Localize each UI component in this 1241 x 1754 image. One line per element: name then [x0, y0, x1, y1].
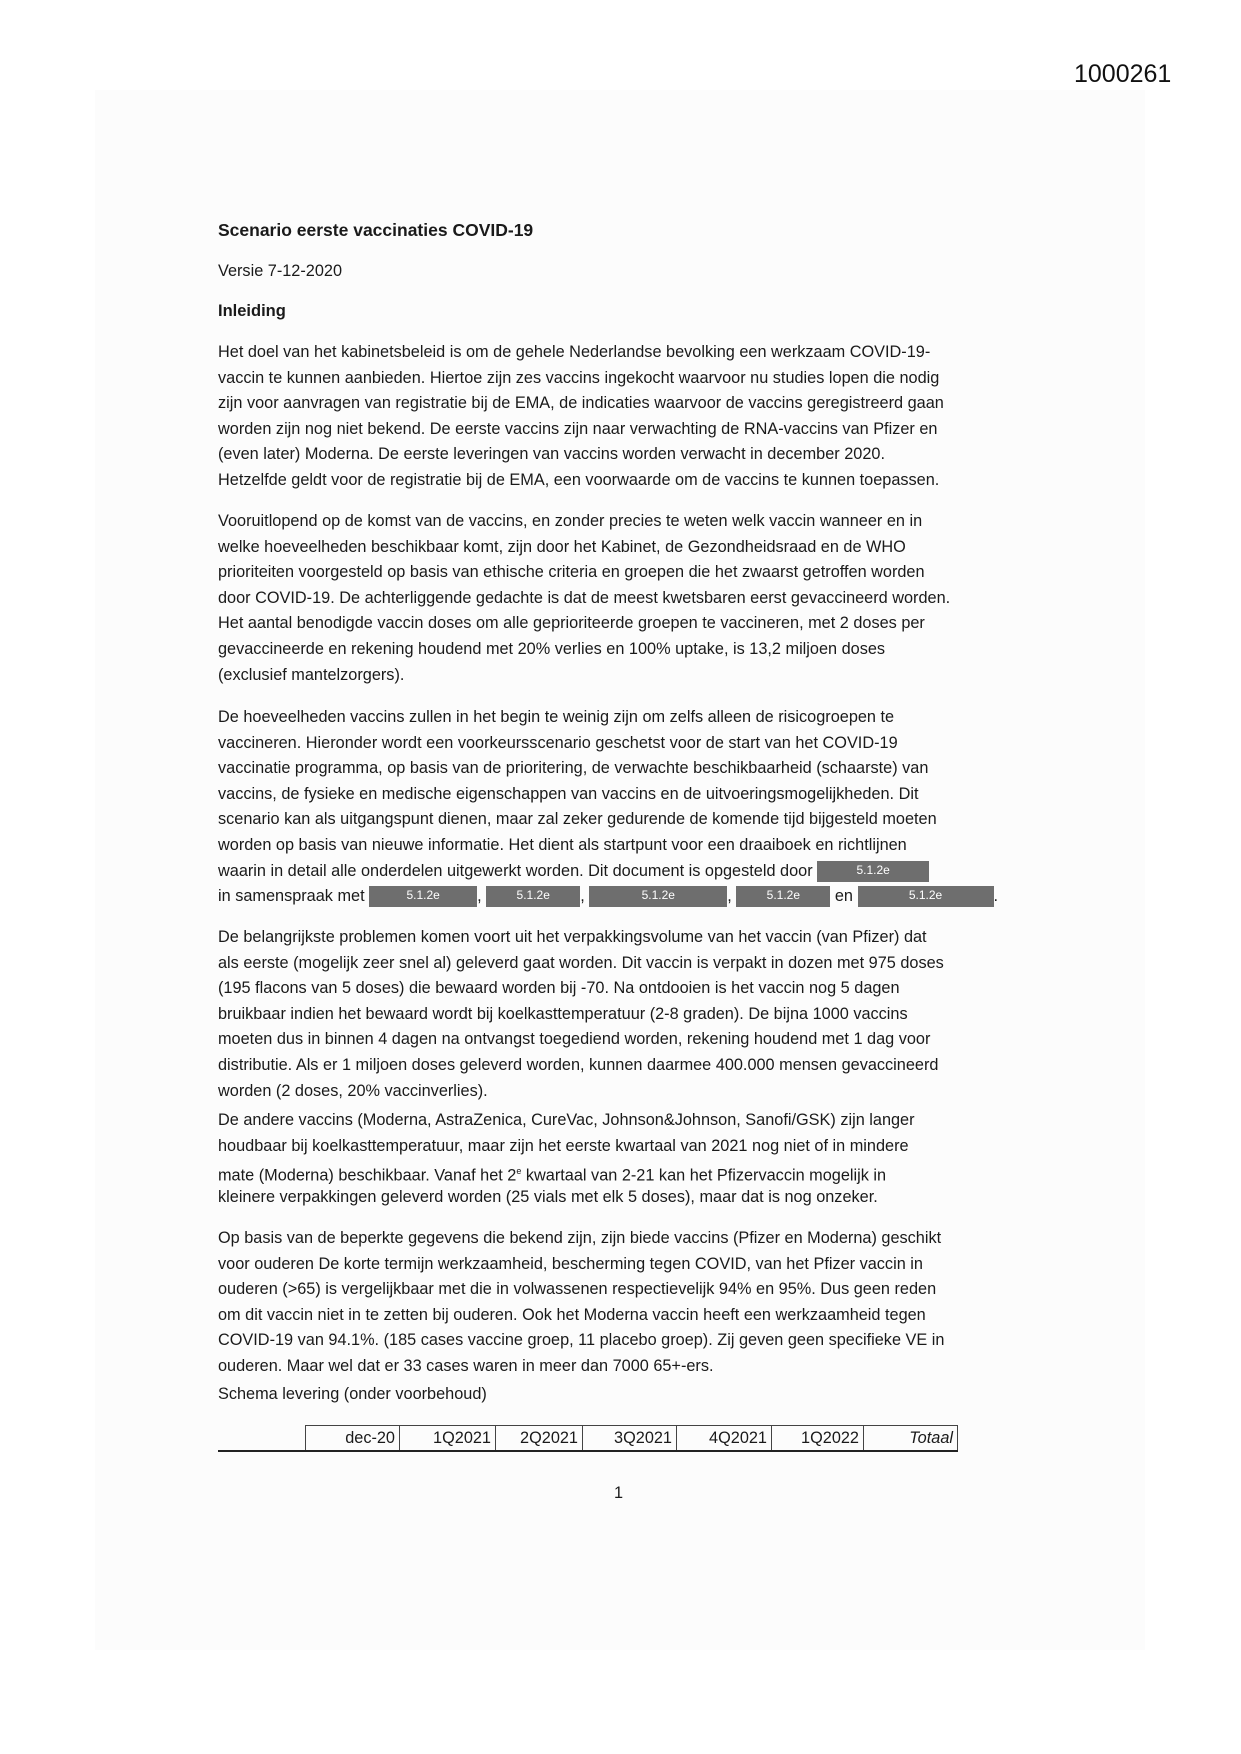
table-header-cell: dec-20: [306, 1426, 400, 1452]
text: in samenspraak met: [218, 887, 365, 906]
text: mate (Moderna) beschikbaar. Vanaf het 2: [218, 1166, 517, 1185]
text-line: moeten dus in binnen 4 dagen na ontvangst toegediend worden, rekening houdend met 1 dag voor: [218, 1030, 931, 1049]
schema-label: Schema levering (onder voorbehoud): [218, 1385, 487, 1403]
text-line: [218, 859, 998, 885]
text-line: door COVID-19. De achterliggende gedachte is dat de meest kwetsbaren eerst gevaccineerd worden.: [218, 588, 951, 607]
text: waarin in detail alle onderdelen uitgewerkt worden. Dit document is opgesteld door: [218, 861, 813, 880]
text: kwartaal van 2-21 kan het Pfizervaccin mogelijk in: [521, 1166, 887, 1185]
comma: ,: [477, 887, 482, 906]
text-line: distributie. Als er 1 miljoen doses geleverd worden, kunnen daarmee 400.000 mensen gevaccineerd: [218, 1055, 939, 1074]
text-line: prioriteiten voorgesteld op basis van ethische criteria en groepen die het zwaarst getroffen worden: [218, 563, 925, 582]
text-line: Hetzelfde geldt voor de registratie bij de EMA, een voorwaarde om de vaccins te kunnen toepassen.: [218, 470, 940, 489]
text-line: (exclusief mantelzorgers).: [218, 665, 405, 684]
text-line: om dit vaccin niet in te zetten bij ouderen. Ook het Moderna vaccin heeft een werkzaamheid tegen: [218, 1305, 926, 1324]
text-line: houdbaar bij koelkasttemperatuur, maar zijn het eerste kwartaal van 2021 nog niet of in mindere: [218, 1136, 909, 1155]
text-line: De belangrijkste problemen komen voort uit het verpakkingsvolume van het vaccin (van Pfizer) dat: [218, 928, 927, 946]
table-header-cell: 1Q2022: [772, 1426, 864, 1452]
text-line: kleinere verpakkingen geleverd worden (25 vials met elk 5 doses), maar dat is nog onzeker.: [218, 1187, 878, 1206]
text-line: [218, 884, 998, 910]
text: en: [834, 887, 853, 906]
paragraph-2: [218, 509, 950, 688]
comma: ,: [727, 887, 732, 906]
superscript: e: [516, 1166, 522, 1177]
redaction-box: 5.1.2e: [858, 886, 994, 907]
text-line: bruikbaar indien het bewaard wordt bij koelkasttemperatuur (2-8 graden). De bijna 1000 vaccins: [218, 1004, 908, 1023]
text-line: (even later) Moderna. De eerste leveringen van vaccins worden verwacht in december 2020.: [218, 445, 885, 464]
table-header-cell: 1Q2021: [400, 1426, 496, 1452]
redaction-box: 5.1.2e: [736, 886, 830, 907]
document-title: Scenario eerste vaccinaties COVID-19: [218, 220, 534, 240]
text-line: ouderen (>65) is vergelijkbaar met die in volwassenen respectievelijk 94% en 95%. Dus geen reden: [218, 1280, 937, 1299]
text-line: Op basis van de beperkte gegevens die bekend zijn, zijn biede vaccins (Pfizer en Moderna) geschikt: [218, 1229, 942, 1247]
text-line: (195 flacons van 5 doses) die bewaard worden bij -70. Na ontdooien is het vaccin nog 5 dagen: [218, 979, 900, 998]
paragraph-3: [218, 705, 998, 910]
text-line: Het aantal benodigde vaccin doses om alle geprioriteerde groepen te vaccineren, met 2 doses per: [218, 614, 925, 633]
text-line: vaccineren. Hieronder wordt een voorkeursscenario geschetst voor de start van het COVID-19: [218, 733, 898, 752]
text-line: gevaccineerde en rekening houdend met 20% verlies en 100% uptake, is 13,2 miljoen doses: [218, 639, 886, 658]
paragraph-4: [218, 925, 944, 1104]
document-id: 1000261: [1074, 60, 1172, 88]
paragraph-1: [218, 340, 944, 494]
redaction-box: 5.1.2e: [817, 861, 929, 882]
text-line: Het doel van het kabinetsbeleid is om de gehele Nederlandse bevolking een werkzaam COVID-19-: [218, 343, 931, 361]
text-line: Vooruitlopend op de komst van de vaccins, en zonder precies te weten welk vaccin wanneer en in: [218, 512, 923, 530]
text-line: vaccinatie programma, op basis van de prioritering, de verwachte beschikbaarheid (schaarste) van: [218, 759, 929, 778]
text-line: vaccins, de fysieke en medische eigenschappen van vaccins en de uitvoeringsmogelijkheden. Dit: [218, 784, 919, 803]
page-number: 1: [614, 1484, 624, 1502]
table-header-cell: 3Q2021: [583, 1426, 677, 1452]
text-line: ouderen. Maar wel dat er 33 cases waren in meer dan 7000 65+-ers.: [218, 1356, 714, 1375]
table-header-row: [218, 1426, 958, 1452]
text-line: COVID-19 van 94.1%. (185 cases vaccine groep, 11 placebo groep). Zij geven geen specifieke VE in: [218, 1331, 945, 1350]
comma: ,: [580, 887, 585, 906]
redaction-box: 5.1.2e: [589, 886, 727, 907]
period: .: [993, 887, 999, 906]
table-header-cell: 4Q2021: [677, 1426, 772, 1452]
redaction-box: 5.1.2e: [486, 886, 580, 907]
text-line: scenario kan als uitgangspunt dienen, maar zal zeker gedurende de komende tijd bijgesteld moeten: [218, 810, 937, 829]
redaction-box: 5.1.2e: [369, 886, 477, 907]
table-header-cell-total: Totaal: [864, 1426, 958, 1452]
text-line: als eerste (mogelijk zeer snel al) geleverd gaat worden. Dit vaccin is verpakt in dozen met 975 doses: [218, 953, 944, 972]
text-line: worden op basis van nieuwe informatie. Het dient als startpunt voor een draaiboek en richtlijnen: [218, 835, 907, 854]
text-line: De hoeveelheden vaccins zullen in het begin te weinig zijn om zelfs alleen de risicogroepen te: [218, 708, 895, 726]
text-line: vaccin te kunnen aanbieden. Hiertoe zijn zes vaccins ingekocht waarvoor nu studies lopen die nodig: [218, 368, 940, 387]
paragraph-6: [218, 1226, 944, 1380]
text-line: voor ouderen De korte termijn werkzaamheid, bescherming tegen COVID, van het Pfizer vaccin in: [218, 1254, 923, 1273]
delivery-schedule-table: [218, 1425, 958, 1452]
text-line: welke hoeveelheden beschikbaar komt, zijn door het Kabinet, de Gezondheidsraad en de WHO: [218, 537, 906, 556]
table-header-cell: 2Q2021: [496, 1426, 583, 1452]
text-line: worden (2 doses, 20% vaccinverlies).: [218, 1081, 488, 1100]
section-heading: Inleiding: [218, 302, 286, 320]
text-line: [218, 1159, 915, 1185]
paragraph-5: [218, 1108, 915, 1210]
text-line: De andere vaccins (Moderna, AstraZenica, CureVac, Johnson&Johnson, Sanofi/GSK) zijn langer: [218, 1111, 915, 1129]
text-line: worden zijn nog niet bekend. De eerste vaccins zijn naar verwachting de RNA-vaccins van Pfizer en: [218, 419, 938, 438]
table-cell-blank: [218, 1426, 306, 1452]
text-line: zijn voor aanvragen van registratie bij de EMA, de indicaties waarvoor de vaccins geregistreerd gaan: [218, 394, 944, 413]
version-label: Versie 7-12-2020: [218, 262, 343, 280]
